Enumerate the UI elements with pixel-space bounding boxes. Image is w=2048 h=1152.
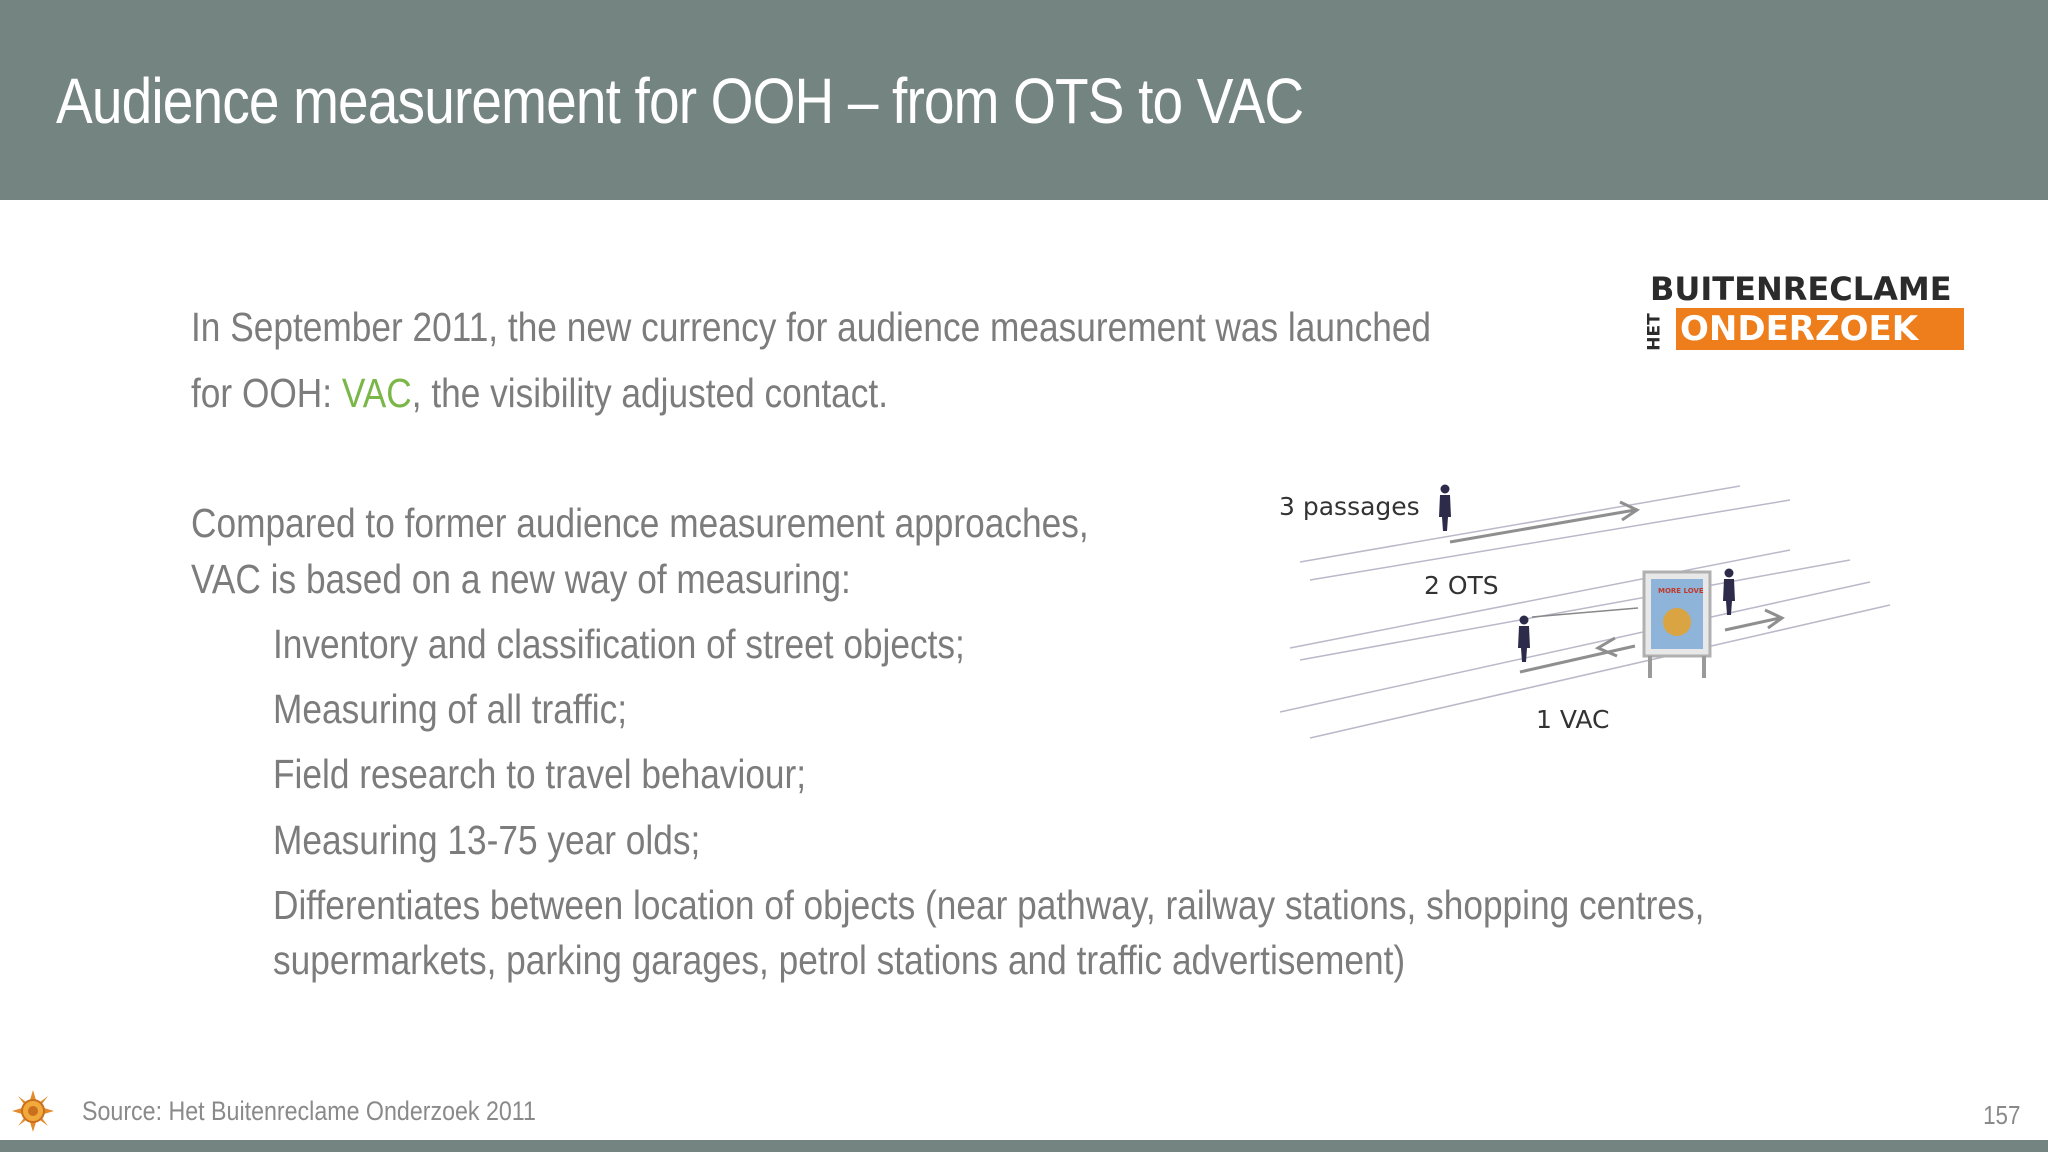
bullet-item: Measuring 13-75 year olds;	[273, 817, 701, 863]
intro-text-end: , the visibility adjusted contact.	[411, 370, 889, 416]
sun-logo-icon	[12, 1090, 54, 1132]
compare-line-2: VAC is based on a new way of measuring:	[191, 556, 851, 602]
source-note: Source: Het Buitenreclame Onderzoek 2011	[82, 1096, 536, 1126]
intro-line-2	[191, 370, 888, 417]
compare-line-1: Compared to former audience measurement approaches,	[191, 500, 1089, 546]
vac-label: 1 VAC	[1536, 705, 1610, 734]
bullet-item: Inventory and classification of street objects;	[273, 621, 965, 667]
vac-highlight: VAC	[341, 370, 412, 416]
slide-title: Audience measurement for OOH – from OTS to VAC	[56, 65, 1304, 137]
bullet-item-continued: supermarkets, parking garages, petrol stations and traffic advertisement)	[273, 937, 1406, 983]
bullet-item: Field research to travel behaviour;	[273, 751, 807, 797]
buitenreclame-logo	[1644, 270, 1964, 354]
logo-bottom-text: ONDERZOEK	[1676, 308, 1964, 350]
poster-text: MORE LOVE	[1658, 587, 1704, 595]
bullet-item: Differentiates between location of objects (near pathway, railway stations, shopping centres,	[273, 882, 1705, 928]
footer-bar	[0, 1140, 2048, 1152]
ots-vac-diagram	[1270, 470, 1900, 750]
logo-side-text: HET	[1644, 313, 1665, 351]
passages-label: 3 passages	[1279, 492, 1420, 521]
bullet-item: Measuring of all traffic;	[273, 686, 628, 732]
ots-label: 2 OTS	[1424, 571, 1499, 600]
intro-line-1: In September 2011, the new currency for audience measurement was launched	[191, 304, 1432, 350]
intro-text: for OOH:	[191, 370, 342, 416]
logo-top-text: BUITENRECLAME	[1650, 270, 1952, 308]
page-number: 157	[1982, 1100, 2020, 1130]
